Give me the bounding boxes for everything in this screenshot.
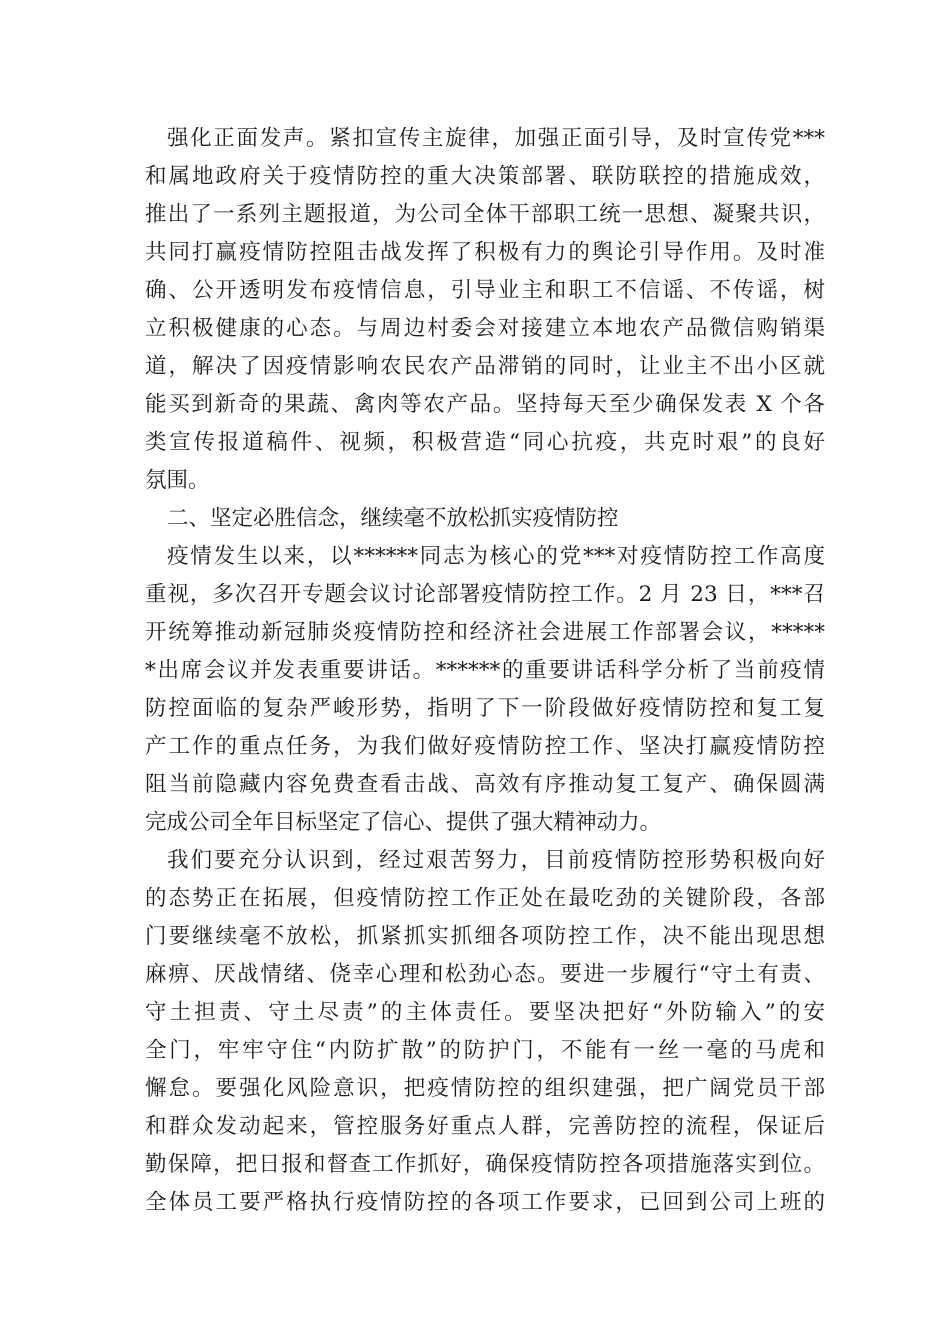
paragraph-1-line: 能买到新奇的果蔬、禽肉等农产品。坚持每天至少确保发表 X 个各 [145,392,825,417]
paragraph-1-line: 强化正面发声。紧扣宣传主旋律，加强正面引导，及时宣传党*** [167,126,825,151]
paragraph-1-line: 共同打赢疫情防控阻击战发挥了积极有力的舆论引导作用。及时准 [145,240,825,265]
paragraph-2-line: 产工作的重点任务，为我们做好疫情防控工作、坚决打赢疫情防控 [145,734,825,759]
section-heading: 二、坚定必胜信念，继续毫不放松抓实疫情防控 [167,506,619,531]
paragraph-1-line: 确、公开透明发布疫情信息，引导业主和职工不信谣、不传谣，树 [145,278,825,303]
paragraph-3-line: 我们要充分认识到，经过艰苦努力，目前疫情防控形势积极向好 [167,848,825,873]
paragraph-1-line: 立积极健康的心态。与周边村委会对接建立本地农产品微信购销渠 [145,316,825,341]
paragraph-3-line: 麻痹、厌战情绪、侥幸心理和松劲心态。要进一步履行“守土有责、 [145,962,825,987]
paragraph-1-line: 类宣传报道稿件、视频，积极营造“同心抗疫，共克时艰”的良好 [145,430,825,455]
paragraph-3-line: 和群众发动起来，管控服务好重点人群，完善防控的流程，保证后 [145,1114,825,1139]
paragraph-3-line: 懈怠。要强化风险意识，把疫情防控的组织建强，把广阔党员干部 [145,1076,825,1101]
paragraph-1-line: 道，解决了因疫情影响农民农产品滞销的同时，让业主不出小区就 [145,354,825,379]
paragraph-3-line: 全体员工要严格执行疫情防控的各项工作要求，已回到公司上班的 [145,1190,825,1215]
paragraph-3-line: 的态势正在拓展，但疫情防控工作正处在最吃劲的关键阶段，各部 [145,886,825,911]
paragraph-1-line: 推出了一系列主题报道，为公司全体干部职工统一思想、凝聚共识， [145,202,825,227]
paragraph-2-line: 开统筹推动新冠肺炎疫情防控和经济社会进展工作部署会议，***** [145,620,825,645]
paragraph-2-line: 疫情发生以来，以******同志为核心的党***对疫情防控工作高度 [167,544,825,569]
paragraph-3-line: 门要继续毫不放松，抓紧抓实抓细各项防控工作，决不能出现思想 [145,924,825,949]
paragraph-2-line: 重视，多次召开专题会议讨论部署疫情防控工作。2 月 23 日，***召 [145,582,825,607]
paragraph-2-line: 防控面临的复杂严峻形势，指明了下一阶段做好疫情防控和复工复 [145,696,825,721]
document-body [145,120,825,1222]
paragraph-2-line: 阻当前隐藏内容免费查看击战、高效有序推动复工复产、确保圆满 [145,772,825,797]
paragraph-3-line: 守土担责、守土尽责”的主体责任。要坚决把好“外防输入”的安 [145,1000,825,1025]
paragraph-2-line: *出席会议并发表重要讲话。******的重要讲话科学分析了当前疫情 [145,658,825,683]
paragraph-3-line: 勤保障，把日报和督查工作抓好，确保疫情防控各项措施落实到位。 [145,1152,825,1177]
paragraph-2-line: 完成公司全年目标坚定了信心、提供了强大精神动力。 [145,810,662,835]
paragraph-1-line: 和属地政府关于疫情防控的重大决策部署、联防联控的措施成效， [145,164,825,189]
paragraph-1-line: 氛围。 [145,468,210,493]
paragraph-3-line: 全门，牢牢守住“内防扩散”的防护门，不能有一丝一毫的马虎和 [145,1038,825,1063]
